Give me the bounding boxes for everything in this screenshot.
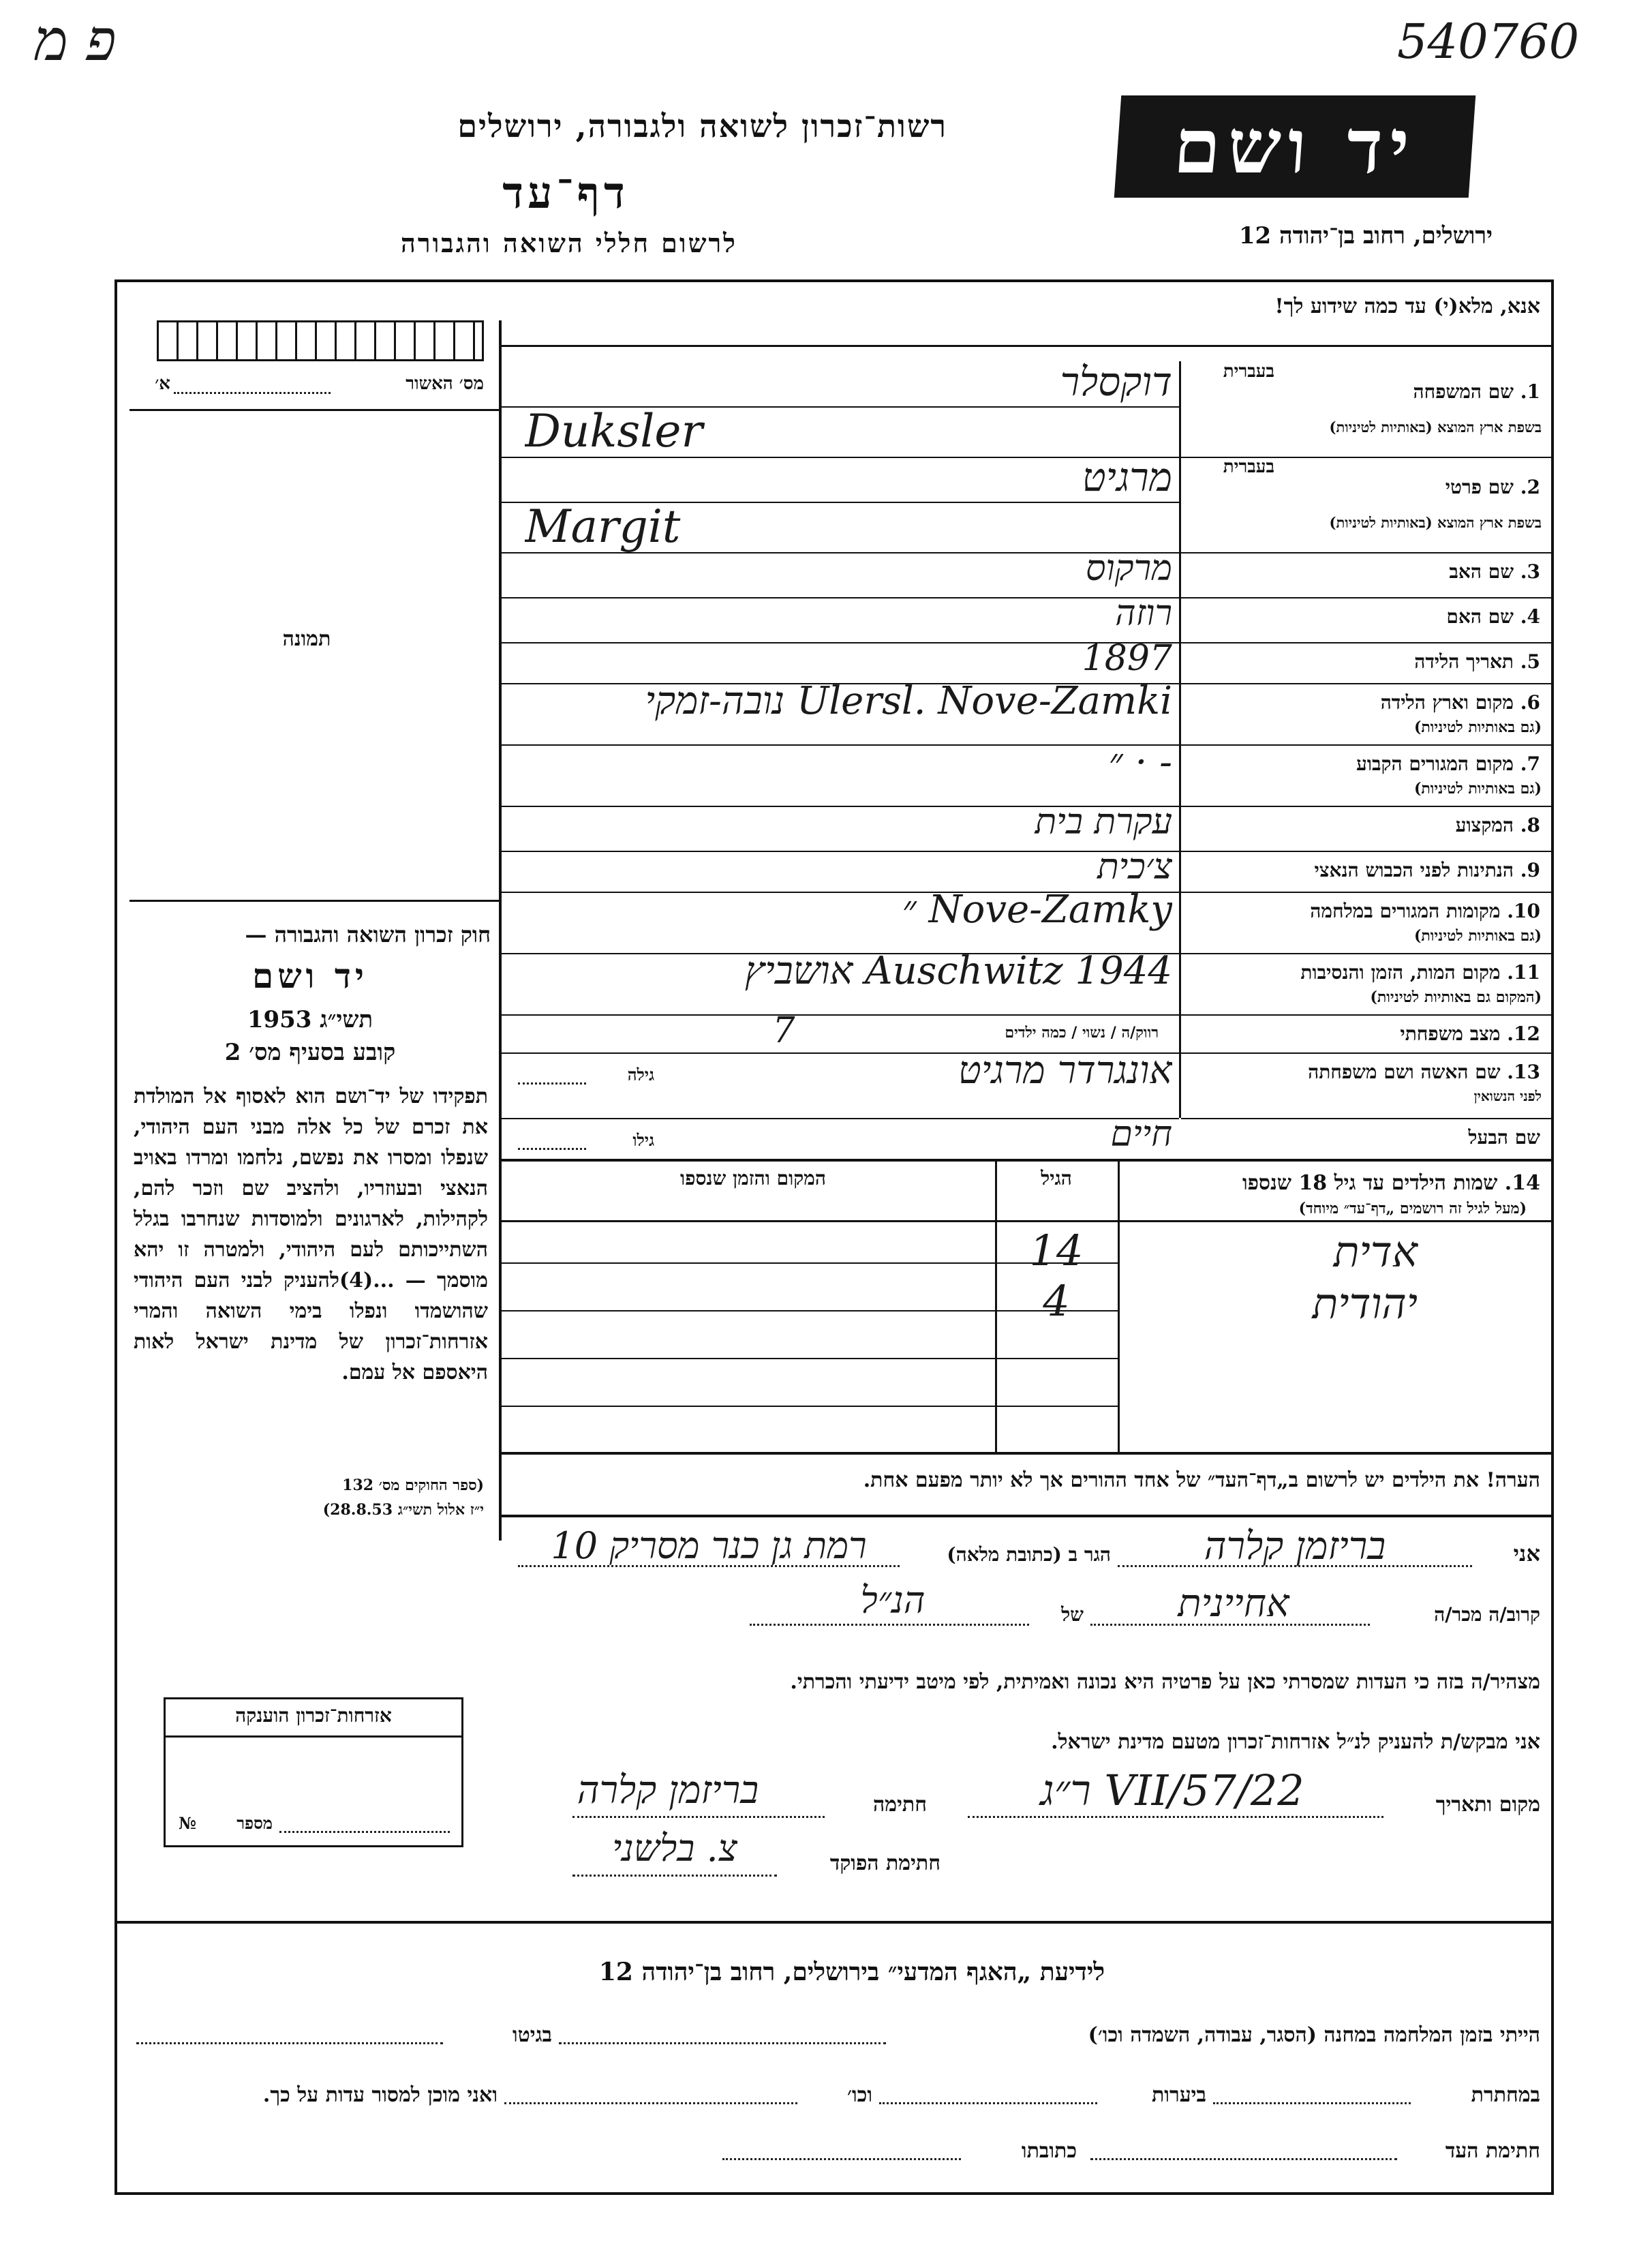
law-section: קובע בסעיף מס׳ 2: [224, 1039, 396, 1066]
bottom-forests-line: [879, 2102, 1097, 2104]
declarant-name-line: [1118, 1565, 1472, 1567]
field-value: 1897: [1082, 638, 1172, 679]
field-label: [1186, 961, 1540, 984]
children-row-rule-3: [502, 1358, 1119, 1359]
field-note: בשפת ארץ המוצא (באותיות לטיניות): [1329, 514, 1542, 531]
law-ref-1: (ספר החוקים מס׳ 132: [342, 1476, 484, 1494]
children-header-rule: [502, 1220, 1554, 1222]
children-place-header: המקום והזמן שנספו: [680, 1167, 826, 1189]
label-column-divider: [1179, 361, 1181, 1118]
bottom-address-label: כתובתו: [1021, 2139, 1077, 2163]
field-row-rule: [1181, 744, 1554, 746]
approval-underline: [129, 409, 499, 411]
field-value-latin: Duksler: [525, 405, 703, 457]
field-row-rule: [1181, 683, 1554, 684]
remark-rule: [502, 1515, 1554, 1517]
field-value: Nove-Zamky ״: [902, 888, 1172, 932]
children-row-rule-4: [502, 1406, 1119, 1407]
field-value-latin: Margit: [525, 500, 681, 553]
form-title: דף־עד: [502, 168, 629, 219]
relation-label: קרוב/ה מכר/ה: [1434, 1603, 1540, 1626]
field-number: 6.: [1520, 691, 1540, 714]
certificate-title-rule: [164, 1735, 463, 1738]
officer-line: [572, 1875, 777, 1877]
value-area-left-border: [502, 345, 1554, 347]
children-top-rule: [502, 1159, 1554, 1162]
law-ref-2: י״ז אלול תשי״ג 28.8.53): [322, 1501, 484, 1519]
approval-line: [174, 392, 331, 394]
field-value: חיים: [1110, 1114, 1172, 1155]
field-label: [1186, 650, 1540, 673]
field-number: 11.: [1507, 961, 1540, 984]
field-value: אונגרדר מרגיט: [958, 1048, 1172, 1093]
children-col-2: [1118, 1159, 1120, 1452]
place-date-line: [968, 1816, 1383, 1818]
logo-text: יד ושם: [1171, 102, 1419, 190]
declarant-address-line: [518, 1565, 900, 1567]
field-title: מקום וארץ הלידה: [1380, 691, 1514, 714]
field-lang-label: בעברית: [1223, 457, 1274, 477]
signature-line: [572, 1816, 825, 1818]
children-age-header: הגיל: [1041, 1167, 1072, 1189]
law-year: תשי״ג 1953: [247, 1006, 373, 1033]
corner-mark-right: 540760: [1397, 14, 1580, 70]
approval-ticks: [157, 320, 484, 361]
bottom-address-line: [722, 2158, 961, 2160]
declarant-i-label: אני: [1513, 1541, 1540, 1566]
field-value: עקרת בית: [1035, 802, 1172, 843]
field-title: הנתינות לפני הכבוש הנאצי: [1314, 859, 1514, 881]
field-label: [1186, 1061, 1540, 1084]
field-title: מקומות המגורים במלחמה: [1310, 900, 1501, 922]
field-label: [1186, 380, 1540, 404]
field-number: 4.: [1520, 605, 1540, 628]
field-note: (המקום גם באותיות לטיניות): [1370, 988, 1542, 1006]
field-number: 10.: [1507, 900, 1540, 922]
instruction-text: אנא, מלא(י) עד כמה שידוע לך!: [1274, 294, 1540, 318]
relation-value: אחיינית: [1178, 1581, 1289, 1626]
relation-line: [1090, 1624, 1370, 1626]
field-row-rule: [1181, 597, 1554, 598]
officer-label: חתימת הפוקד: [829, 1851, 940, 1875]
bottom-witness-label: חתימת העד: [1445, 2139, 1540, 2163]
of-label: של: [1061, 1603, 1084, 1626]
yv-address: ירושלים, רחוב בן־יהודה 12: [1238, 222, 1493, 249]
signature-value: בריזמן קלרה: [577, 1768, 759, 1813]
field-number: 2.: [1520, 476, 1540, 498]
field-note: (גם באותיות לטיניות): [1413, 718, 1542, 736]
field-age-label: גילה: [627, 1065, 654, 1085]
field-note: (גם באותיות לטיניות): [1413, 927, 1542, 945]
field-label: [1186, 1126, 1540, 1149]
certificate-number-label: מספר: [236, 1813, 273, 1833]
declarant-name: בריזמן קלרה: [1204, 1524, 1386, 1568]
children-label: [1131, 1171, 1540, 1195]
field-label: [1186, 605, 1540, 628]
field-number: 5.: [1520, 650, 1540, 673]
field-row-rule: [1181, 1052, 1554, 1054]
bottom-witness-line: [1090, 2158, 1397, 2160]
field-label: [1186, 691, 1540, 714]
field-value-hebrew: דוקסלר: [1060, 359, 1172, 405]
bottom-etc-line: [504, 2102, 797, 2104]
field-row-rule: [1181, 1118, 1554, 1119]
children-title: שמות הילדים עד גיל 18 שנספו: [1242, 1171, 1498, 1195]
of-value: הנ״ל: [860, 1579, 926, 1622]
field-label: [1186, 476, 1540, 499]
yad-vashem-logo: [1114, 95, 1475, 198]
field-title: תאריך הלידה: [1414, 650, 1514, 673]
law-name: יד ושם: [252, 956, 368, 996]
field-label: [1186, 814, 1540, 837]
field-age-line: [518, 1082, 586, 1085]
field-title: מצב משפחתי: [1400, 1022, 1501, 1045]
field-number: 3.: [1520, 560, 1540, 583]
field-number: 7.: [1520, 753, 1540, 775]
field-number: 8.: [1520, 814, 1540, 836]
photo-box-bottom: [129, 900, 499, 902]
child-age: 14: [1029, 1226, 1084, 1275]
request-text: אני מבקש/ת להעניק לנ״ל אזרחות־זכרון מטעם מדינת ישראל.: [1051, 1730, 1540, 1754]
bottom-underground-label: במחתרת: [1471, 2083, 1540, 2107]
field-value: Ulersl. Nove-Zamki נובה-זמקי: [645, 679, 1172, 723]
field-title: שם המשפחה: [1413, 380, 1514, 403]
field-label: [1186, 1022, 1540, 1046]
photo-label: תמונה: [282, 627, 331, 651]
signature-label: חתימה: [873, 1793, 927, 1817]
declarant-resides-label: הגר ב (כתובת מלאה): [947, 1543, 1111, 1566]
field-row-rule: [1181, 851, 1554, 852]
field-row-rule: [1181, 892, 1554, 893]
declaration-text: מצהיר/ה בזה כי העדות שמסרתי כאן על פרטיה היא נכונה ואמיתית, לפי מיטב ידיעתי והכרתי.: [790, 1670, 1540, 1694]
children-bottom-rule: [502, 1452, 1554, 1455]
field-label: [1186, 753, 1540, 776]
field-label: [1186, 900, 1540, 923]
bottom-camp-line: [559, 2042, 886, 2044]
child-name: אדית: [1333, 1227, 1418, 1277]
field-age-label: גילו: [632, 1130, 654, 1150]
authority-line: רשות־זכרון לשואה ולגבורה, ירושלים: [457, 108, 947, 145]
field-label: [1186, 859, 1540, 882]
field-note: בשפת ארץ המוצא (באותיות לטיניות): [1329, 419, 1542, 436]
bottom-ghetto-label: בגיטו: [512, 2023, 552, 2047]
law-text: תפקידו של יד־ושם הוא לאסוף אל המולדת את זכרם של כל אלה מבני העם היהודי, שנפלו ומסרו את נפשם, נלחמו ומרדו באויב הנאצי ובעוזריו, ולהציב שם וזכר להם, לקהילות, לארגונים ולמוסדות שנחרבו בגלל השתייכותם לעם היהודי, ולמטרה זו יהא מוסמך — ...(4)להעניק לבני העם היהודי שהושמדו ונפלו בימי השואה והמרי אזרחות־זכרון של מדינת ישראל לאות היאספם אל עמם.: [134, 1085, 488, 1384]
field-note: (גם באותיות לטיניות): [1413, 780, 1542, 798]
field-value: מרקוס: [1085, 548, 1172, 589]
field-title: שם האב: [1449, 560, 1514, 583]
children-num: 14.: [1504, 1171, 1540, 1195]
child-age: 4: [1043, 1276, 1070, 1326]
field-title: שם האשה ושם משפחתה: [1308, 1061, 1501, 1083]
field-value: 7: [772, 1010, 795, 1051]
certificate-number-mark: №: [179, 1813, 197, 1833]
field-number: 9.: [1520, 859, 1540, 881]
approval-suffix: א׳: [155, 374, 170, 394]
declarant-address: רמת גן כנר מסריק 10: [551, 1524, 867, 1567]
field-value: Auschwitz 1944 אושביץ: [744, 949, 1172, 993]
field-label: [1186, 560, 1540, 583]
bottom-willing-label: ואני מוכן למסור עדות על כך.: [262, 2083, 498, 2107]
children-note: (מעל לגיל זה רושמים „דף־עד״ מיוחד): [1298, 1200, 1527, 1217]
field-row-rule: [1181, 806, 1554, 807]
certificate-number-line: [279, 1831, 450, 1833]
place-date-label: מקום ותאריך: [1435, 1793, 1540, 1817]
field-title: שם הבעל: [1468, 1126, 1540, 1149]
child-name: יהודית: [1312, 1279, 1418, 1329]
remark-text: הערה! את הילדים יש לרשום ב„דף־העד״ של אחד ההורים אך לא יותר מפעם אחת.: [863, 1468, 1540, 1492]
field-number: 1.: [1520, 380, 1540, 403]
field-number: 13.: [1507, 1061, 1540, 1083]
field-note: לפני הנשואין: [1473, 1088, 1542, 1104]
form-subtitle: לרשום חללי השואה והגבורה: [401, 228, 737, 258]
bottom-ghetto-line: [136, 2042, 443, 2044]
field-row-rule: [1181, 642, 1554, 643]
field-title: המקצוע: [1455, 814, 1514, 836]
field-row-rule: [1181, 1014, 1554, 1016]
marital-options: רווק/ה / נשוי / כמה ילדים: [1005, 1024, 1159, 1042]
field-title: שם פרטי: [1445, 476, 1514, 498]
field-value: צ׳כית: [1097, 847, 1172, 888]
field-title: מקום המות, הזמן והנסיבות: [1300, 961, 1501, 984]
field-row-rule: [1181, 552, 1554, 554]
bottom-section-rule: [114, 1921, 1554, 1924]
bottom-camp-label: הייתי בזמן המלחמה במחנה (הסגר, עבודה, השמדה וכו׳): [1088, 2023, 1540, 2047]
bottom-underground-line: [1213, 2102, 1411, 2104]
law-title: חוק זכרון השואה והגבורה —: [245, 922, 491, 947]
of-line: [750, 1624, 1029, 1626]
field-title: שם האם: [1446, 605, 1514, 628]
field-age-line: [518, 1148, 586, 1150]
corner-mark-left: פ מ: [34, 7, 117, 74]
field-title: מקום המגורים הקבוע: [1356, 753, 1514, 775]
bottom-forests-label: ביערות: [1151, 2083, 1206, 2107]
children-col-1: [995, 1159, 997, 1452]
bottom-title: לידיעת „האגף המדעי״ בירושלים, רחוב בן־יהודה 12: [598, 1958, 1105, 1986]
field-row-rule: [1181, 953, 1554, 954]
certificate-title: אזרחות־זכרון הוענקה: [235, 1704, 392, 1727]
field-value: רוזה: [1115, 593, 1172, 634]
place-date-value: 22/VII/57 ר״ג: [1040, 1765, 1304, 1815]
officer-signature: צ. בלשני: [612, 1827, 737, 1870]
approval-label: מס׳ האשור: [406, 374, 484, 394]
bottom-etc-label: וכו׳: [847, 2083, 872, 2107]
field-number: 12.: [1507, 1022, 1540, 1045]
field-value: - · ״: [1108, 740, 1172, 785]
field-lang-label: בעברית: [1223, 361, 1274, 382]
field-value-hebrew: מרגיט: [1082, 454, 1172, 500]
